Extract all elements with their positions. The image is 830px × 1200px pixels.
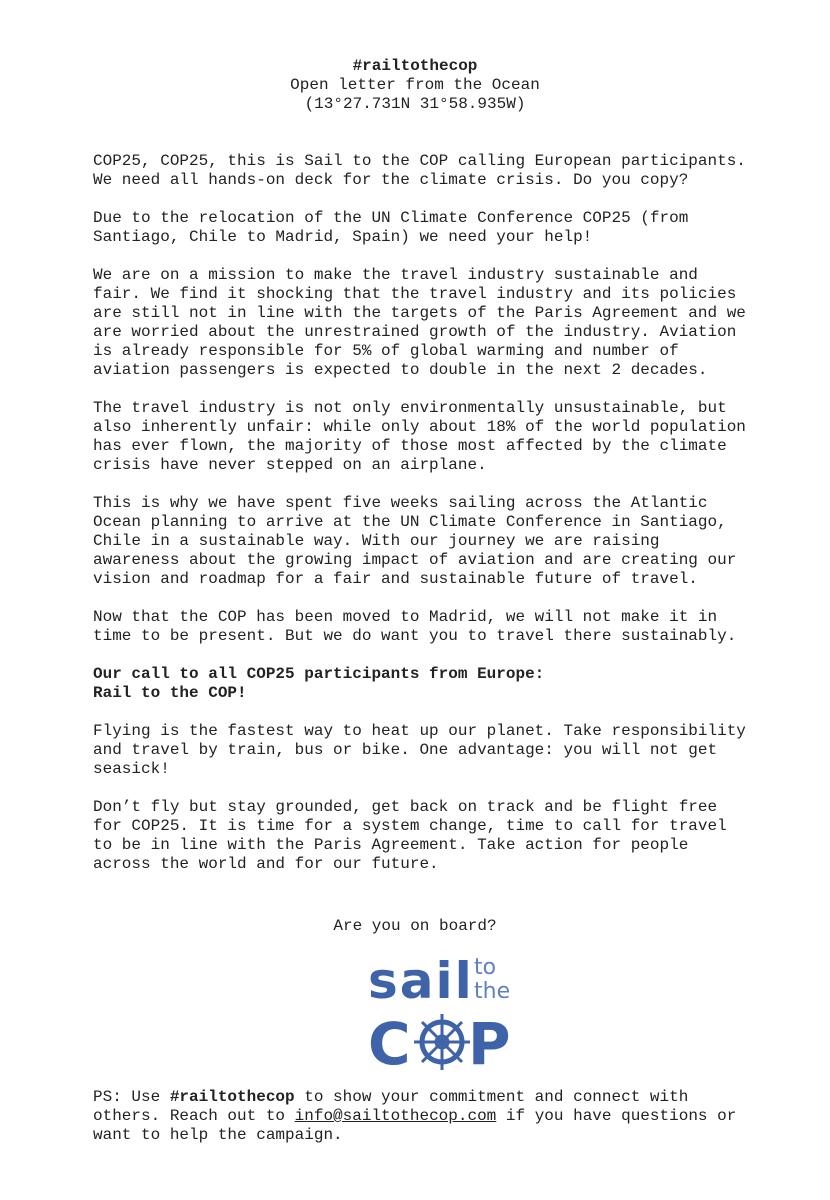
paragraph-madrid: Now that the COP has been moved to Madrid, we will not make it in time to be present. But we do want you to travel there sustainably.: [93, 608, 737, 645]
logo-letter-c: C: [368, 1010, 411, 1074]
ps-middle: to show your commitment and connect with others. Reach out to: [93, 1088, 689, 1125]
closing-question: Are you on board?: [333, 917, 497, 935]
letter-header: [0, 57, 830, 114]
logo-text-to: to: [474, 955, 497, 980]
paragraph-intro: COP25, COP25, this is Sail to the COP calling European participants. We need all hands-on deck for the climate crisis. Do you copy?: [93, 152, 746, 189]
ship-wheel-icon: [414, 1014, 470, 1070]
ps-prefix: PS: Use: [93, 1088, 170, 1106]
sail-to-the-cop-logo: [366, 954, 522, 1074]
paragraph-grounded: Don’t fly but stay grounded, get back on track and be flight free for COP25. It is time for a system change, time to call for travel to be in line with the Paris Agreement. Take action for people across the world and for our future.: [93, 798, 727, 873]
paragraph-call-to-action: Our call to all COP25 participants from Europe: Rail to the COP!: [93, 665, 545, 702]
ps-suffix: if you have questions or want to help the campaign.: [93, 1107, 737, 1144]
paragraph-unfair: The travel industry is not only environmentally unsustainable, but also inherently unfair: while only about 18% of the world population has ever flown, the majority of those most affected by the climate crisis have never stepped on an airplane.: [93, 399, 746, 474]
header-subtitle: Open letter from the Ocean: [290, 76, 540, 94]
paragraph-flying: Flying is the fastest way to heat up our planet. Take responsibility and travel by train, bus or bike. One advantage: you will not get seasick!: [93, 722, 746, 778]
logo-text-the: the: [474, 979, 511, 1004]
logo-letter-p: P: [468, 1010, 511, 1074]
paragraph-relocation: Due to the relocation of the UN Climate Conference COP25 (from Santiago, Chile to Madrid, Spain) we need your help!: [93, 209, 689, 246]
header-coordinates: (13°27.731N 31°58.935W): [304, 95, 526, 113]
postscript: [93, 1088, 793, 1145]
paragraph-mission: We are on a mission to make the travel industry sustainable and fair. We find it shocking that the travel industry and its policies are still not in line with the targets of the Paris Agreement and we are worried about the unrestrained growth of the industry. Aviation is already responsible for 5% of global warming and number of aviation passengers is expected to double in the next 2 decades.: [93, 266, 746, 379]
email-link[interactable]: info@sailtothecop.com: [294, 1107, 497, 1125]
letter-body: [93, 152, 793, 893]
header-hashtag: #railtothecop: [352, 57, 478, 75]
logo-text-sail: sail: [368, 954, 474, 1010]
ps-hashtag: #railtothecop: [169, 1088, 295, 1106]
paragraph-journey: This is why we have spent five weeks sailing across the Atlantic Ocean planning to arrive at the UN Climate Conference in Santiago, Chile in a sustainable way. With our journey we are raising awareness about the growing impact of aviation and are creating our vision and roadmap for a fair and sustainable future of travel.: [93, 494, 737, 588]
